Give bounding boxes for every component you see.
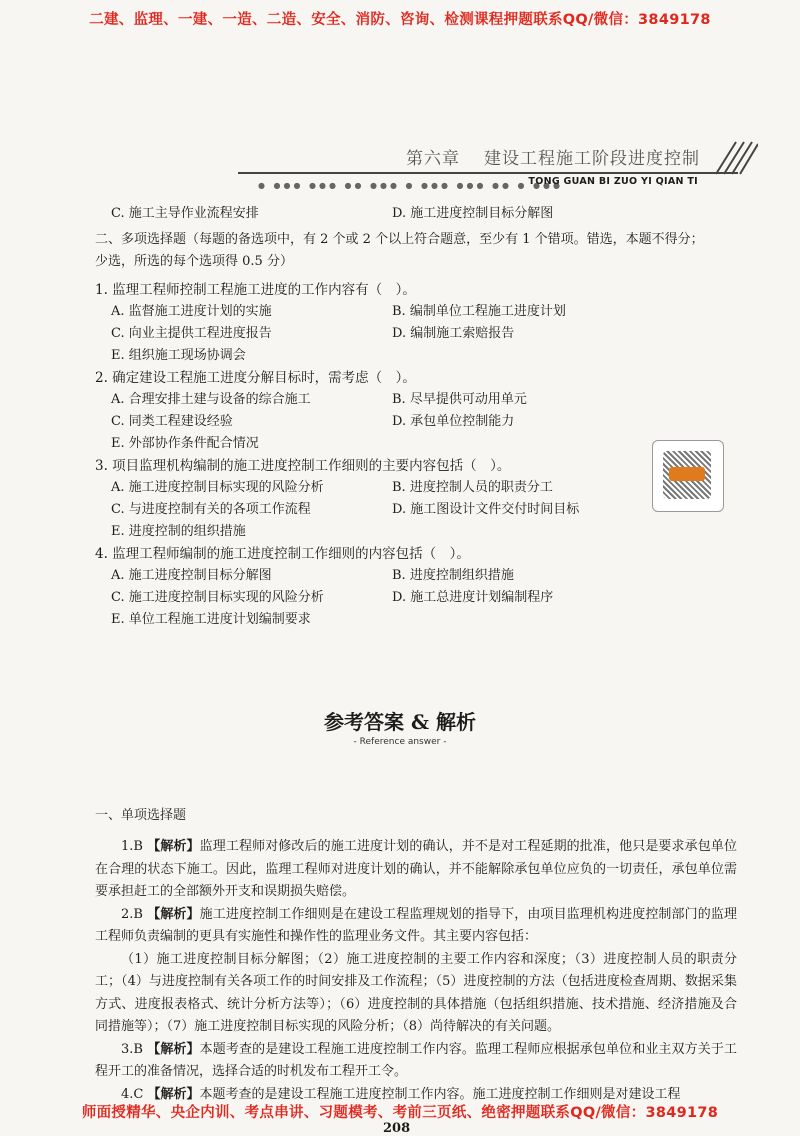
option-b: B. 进度控制组织措施 (392, 568, 514, 583)
answer-subtitle: - Reference answer - (353, 737, 447, 747)
answer-tag: 【解析】 (147, 1086, 200, 1102)
option-c: C. 向业主提供工程进度报告 (111, 326, 272, 341)
answer-key: 3.B (121, 1041, 143, 1057)
answer-text: 本题考查的是建设工程施工进度控制工作内容。施工进度控制工作细则是对建设工程 (199, 1086, 681, 1102)
option-d: D. 承包单位控制能力 (392, 414, 515, 429)
question-1 (95, 279, 735, 367)
answer-tag: 【解析】 (147, 906, 200, 922)
answer-item (95, 1039, 737, 1084)
option-c: C. 施工进度控制目标实现的风险分析 (111, 590, 324, 605)
bottom-banner: 师面授精华、央企内训、考点串讲、习题模考、考前三页纸、绝密押题联系QQ/微信：3849178 (81, 1105, 719, 1121)
option-c: C. 与进度控制有关的各项工作流程 (111, 502, 311, 517)
chapter-rule (238, 172, 738, 174)
question-4 (95, 543, 735, 631)
chapter-subtitle: TONG GUAN BI ZUO YI QIAN TI (528, 176, 698, 187)
option-d: D. 编制施工索赔报告 (392, 326, 515, 341)
qr-badge (669, 467, 705, 481)
option-b: B. 尽早提供可动用单元 (392, 392, 527, 407)
question-stem: 1. 监理工程师控制工程施工进度的工作内容有（ ）。 (95, 282, 416, 298)
option-d: D. 施工进度控制目标分解图 (392, 206, 554, 221)
chapter-dots: ● ●●● ●●● ●● ●●● ● ●●● ●●● ●● ● ●●● (258, 181, 563, 190)
option-e: E. 单位工程施工进度计划编制要求 (111, 612, 311, 627)
option-a: A. 监督施工进度计划的实施 (111, 304, 272, 319)
option-b: B. 编制单位工程施工进度计划 (392, 304, 566, 319)
option-b: B. 进度控制人员的职责分工 (392, 480, 553, 495)
answer-key: 1.B (121, 839, 143, 854)
question-section (95, 203, 735, 631)
option-d: D. 施工图设计文件交付时间目标 (392, 502, 580, 517)
question-stem: 4. 监理工程师编制的施工进度控制工作细则的内容包括（ ）。 (95, 546, 470, 562)
section-heading-line2: 少选，所选的每个选项得 0.5 分） (95, 254, 293, 269)
option-d: D. 施工总进度计划编制程序 (392, 590, 554, 605)
page-number: 208 (383, 1121, 411, 1136)
answer-item (95, 904, 737, 949)
question-3 (95, 455, 735, 543)
option-c: C. 同类工程建设经验 (111, 414, 233, 429)
answer-key: 2.B (121, 906, 143, 922)
answer-key: 4.C (121, 1086, 144, 1102)
option-a: A. 合理安排土建与设备的综合施工 (111, 392, 311, 407)
question-stem: 3. 项目监理机构编制的施工进度控制工作细则的主要内容包括（ ）。 (95, 458, 511, 474)
qr-code-icon (652, 440, 724, 512)
answer-tag: 【解析】 (147, 839, 200, 854)
answer-text: 本题考查的是建设工程施工进度控制工作内容。监理工程师应根据承包单位和业主双方关于工程开工的准备情况，选择合适的时机发布工程开工令。 (95, 1041, 737, 1079)
answer-text: （1）施工进度控制目标分解图；（2）施工进度控制的主要工作内容和深度；（3）进度控制人员的职责分工；（4）与进度控制有关各项工作的时间安排及工作流程；（5）进度控制的方法（包括进度检查周期、数据采集方式、进度报表格式、统计分析方法等）；（6）进度控制的具体措施（包括组织措施、技术措施、经济措施及合同措施等）；（7）施工进度控制目标实现的风险分析；（8）尚待解决的有关问题。 (95, 951, 737, 1034)
option-e: E. 外部协作条件配合情况 (111, 436, 259, 451)
option-a: A. 施工进度控制目标实现的风险分析 (111, 480, 324, 495)
answer-continuation (95, 949, 737, 1039)
answer-text: 监理工程师对修改后的施工进度计划的确认，并不是对工程延期的批准，他只是要求承包单位在合理的状态下施工。因此，监理工程师对进度计划的确认，并不能解除承包单位应负的一切责任，承包单位需要承担赶工的全部额外开支和误期损失赔偿。 (95, 839, 737, 899)
section-heading-line1: 二、多项选择题（每题的备选项中，有 2 个或 2 个以上符合题意，至少有 1 个错项。错选，本题不得分； (95, 232, 704, 247)
option-e: E. 进度控制的组织措施 (111, 524, 246, 539)
section-heading (95, 229, 735, 273)
prev-question-options (95, 203, 735, 225)
stripes-decoration-icon (702, 138, 758, 178)
option-c: C. 施工主导作业流程安排 (111, 206, 259, 221)
chapter-title (406, 144, 700, 169)
answer-section-heading: 一、单项选择题 (95, 808, 187, 823)
chapter-name: 建设工程施工阶段进度控制 (484, 149, 700, 169)
question-2 (95, 367, 735, 455)
chapter-header (238, 138, 758, 198)
answer-title: 参考答案 & 解析 (324, 710, 476, 734)
option-a: A. 施工进度控制目标分解图 (111, 568, 272, 583)
chapter-number: 第六章 (406, 149, 460, 169)
option-e: E. 组织施工现场协调会 (111, 348, 246, 363)
answer-tag: 【解析】 (147, 1041, 200, 1057)
answer-text: 施工进度控制工作细则是在建设工程监理规划的指导下，由项目监理机构进度控制部门的监理工程师负责编制的更具有实施性和操作性的监理业务文件。其主要内容包括： (95, 906, 737, 944)
question-stem: 2. 确定建设工程施工进度分解目标时，需考虑（ ）。 (95, 370, 416, 386)
answer-section (95, 806, 737, 1106)
top-banner: 二建、监理、一建、一造、二造、安全、消防、咨询、检测课程押题联系QQ/微信：3849178 (89, 12, 711, 28)
answer-item (95, 836, 737, 904)
